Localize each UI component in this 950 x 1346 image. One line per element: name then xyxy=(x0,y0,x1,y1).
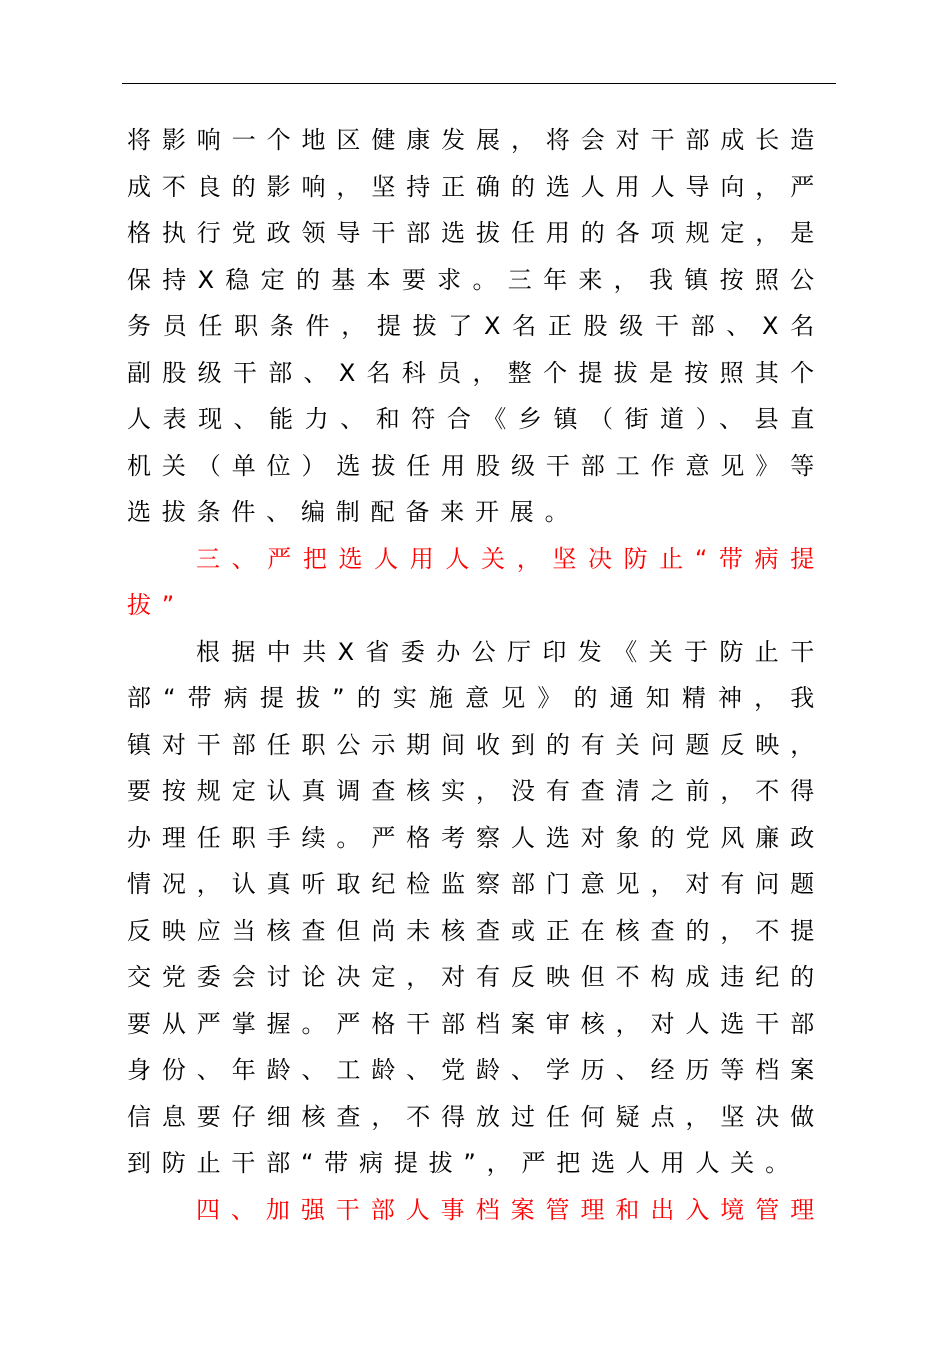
section-heading-3: 三、严把选人用人关，坚决防止“带病提拔” xyxy=(127,544,825,619)
body-paragraph-1: 将影响一个地区健康发展，将会对干部成长造成不良的影响，坚持正确的选人用人导向，严格执行党政领导干部选拔任用的各项规定，是保持X稳定的基本要求。三年来，我镇按照公务员任职条件，提拔了X名正股级干部、X名副股级干部、X名科员，整个提拔是按照其个人表现、能力、和符合《乡镇（街道）、县直机关（单位）选拔任用股级干部工作意见》等选拔条件、编制配备来开展。 xyxy=(127,126,825,526)
section-heading-4: 四、加强干部人事档案管理和出入境管理 xyxy=(196,1195,825,1224)
document-body xyxy=(127,117,825,1233)
header-rule xyxy=(122,83,836,84)
body-paragraph-2: 根据中共X省委办公厅印发《关于防止干部“带病提拔”的实施意见》的通知精神，我镇对干部任职公示期间收到的有关问题反映，要按规定认真调查核实，没有查清之前，不得办理任职手续。严格考察人选对象的党风廉政情况，认真听取纪检监察部门意见，对有问题反映应当核查但尚未核查或正在核查的，不提交党委会讨论决定，对有反映但不构成违纪的要从严掌握。严格干部档案审核，对人选干部身份、年龄、工龄、党龄、学历、经历等档案信息要仔细核查，不得放过任何疑点，坚决做到防止干部“带病提拔”，严把选人用人关。 xyxy=(127,637,825,1177)
